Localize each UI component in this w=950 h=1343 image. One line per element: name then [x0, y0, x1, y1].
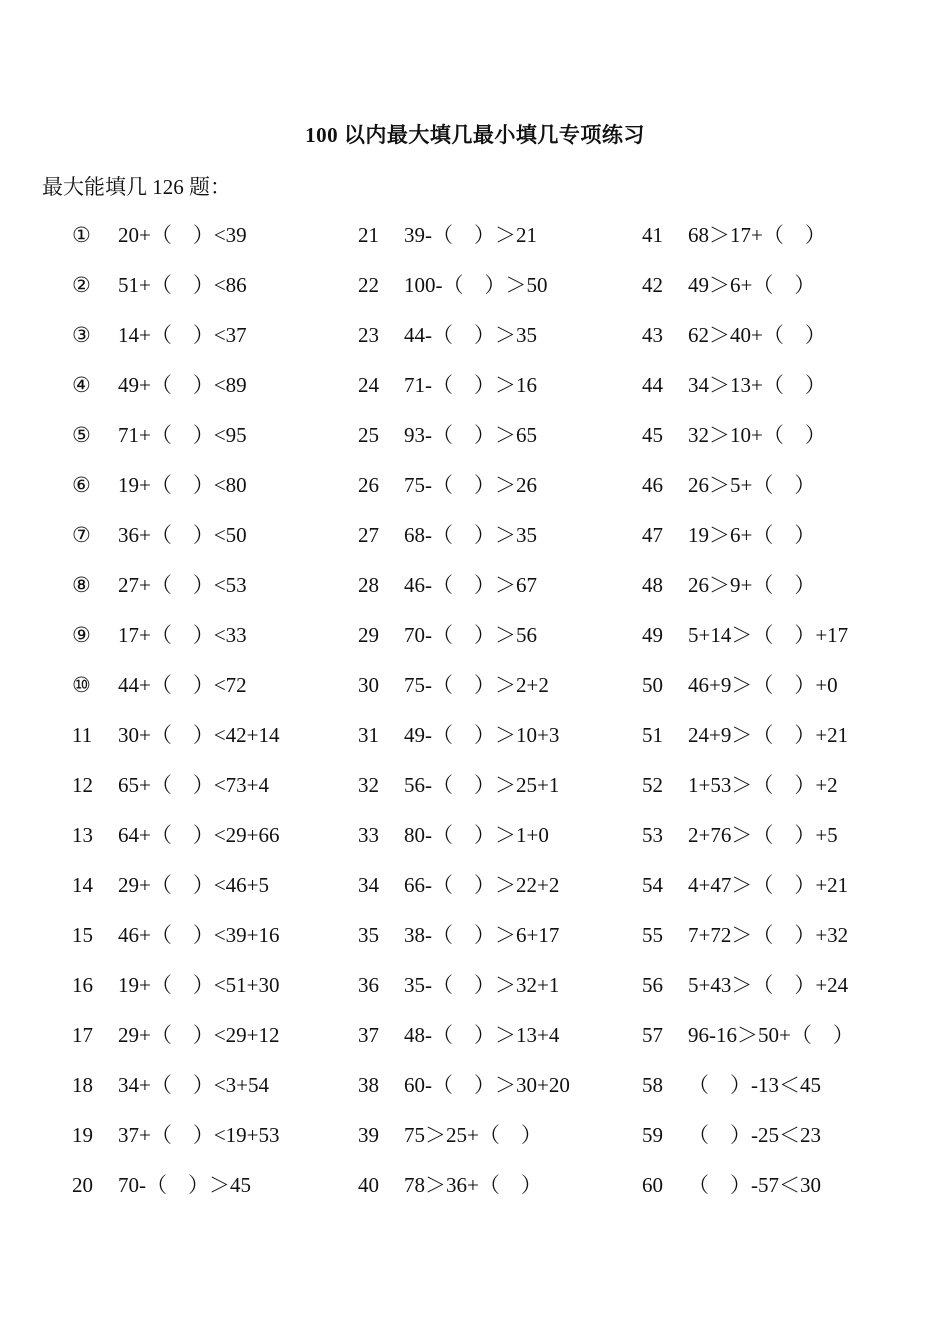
problem-expression: 7+72＞（ ）+32 — [688, 923, 849, 947]
problem-expression: 56-（ ）＞25+1 — [404, 773, 560, 797]
problem-item — [72, 670, 280, 720]
problem-item — [642, 520, 854, 570]
problem-expression: 93-（ ）＞65 — [404, 423, 537, 447]
problem-item — [72, 370, 280, 420]
problem-expression: 70-（ ）＞45 — [118, 1173, 251, 1197]
problem-expression: 37+（ ）<19+53 — [118, 1123, 280, 1147]
problem-item — [72, 470, 280, 520]
problem-expression: 46+9＞（ ）+0 — [688, 673, 838, 697]
problem-item — [642, 1020, 854, 1070]
problem-number: 24 — [358, 373, 379, 397]
problem-number: ⑥ — [72, 473, 91, 497]
problem-number: 41 — [642, 223, 663, 247]
page-title: 100 以内最大填几最小填几专项练习 — [305, 123, 645, 147]
problem-expression: 62＞40+（ ） — [688, 323, 826, 347]
problem-item — [72, 420, 280, 470]
problem-expression: 26＞5+（ ） — [688, 473, 816, 497]
problem-item — [358, 720, 570, 770]
problem-expression: 38-（ ）＞6+17 — [404, 923, 560, 947]
problem-number: 19 — [72, 1123, 93, 1147]
problem-number: 23 — [358, 323, 379, 347]
problem-number: 18 — [72, 1073, 93, 1097]
problem-expression: 68＞17+（ ） — [688, 223, 826, 247]
problem-number: ③ — [72, 323, 91, 347]
problem-number: 17 — [72, 1023, 93, 1047]
problem-item — [642, 470, 854, 520]
problem-expression: 29+（ ）<46+5 — [118, 873, 270, 897]
problem-expression: 66-（ ）＞22+2 — [404, 873, 560, 897]
problem-expression: 60-（ ）＞30+20 — [404, 1073, 570, 1097]
problem-item — [72, 720, 280, 770]
problem-number: ⑨ — [72, 623, 91, 647]
problem-expression: 34＞13+（ ） — [688, 373, 826, 397]
problem-number: 53 — [642, 823, 663, 847]
problem-number: 59 — [642, 1123, 663, 1147]
problem-expression: 35-（ ）＞32+1 — [404, 973, 560, 997]
problem-number: 11 — [72, 723, 93, 747]
problem-item — [358, 270, 570, 320]
problem-item — [642, 720, 854, 770]
problem-item — [358, 970, 570, 1020]
problem-number: 35 — [358, 923, 379, 947]
problem-expression: 64+（ ）<29+66 — [118, 823, 280, 847]
problem-expression: 1+53＞（ ）+2 — [688, 773, 838, 797]
problem-number: ② — [72, 273, 91, 297]
problem-item — [358, 370, 570, 420]
problem-item — [642, 1170, 854, 1220]
problem-item — [358, 320, 570, 370]
problem-expression: 26＞9+（ ） — [688, 573, 816, 597]
problem-item — [642, 770, 854, 820]
problem-item — [642, 270, 854, 320]
problem-item — [642, 570, 854, 620]
problem-expression: 80-（ ）＞1+0 — [404, 823, 549, 847]
problem-item — [358, 770, 570, 820]
problem-number: ⑤ — [72, 423, 91, 447]
problem-expression: （ ）-13＜45 — [688, 1073, 821, 1097]
problem-item — [642, 420, 854, 470]
problem-item — [642, 320, 854, 370]
problem-item — [358, 870, 570, 920]
problem-number: 46 — [642, 473, 663, 497]
problem-number: 28 — [358, 573, 379, 597]
problem-expression: 32＞10+（ ） — [688, 423, 826, 447]
problem-expression: 49+（ ）<89 — [118, 373, 247, 397]
problem-item — [72, 1020, 280, 1070]
problem-expression: 17+（ ）<33 — [118, 623, 247, 647]
section-heading: 最大能填几 126 题： — [42, 175, 231, 199]
problem-expression: 96-16＞50+（ ） — [688, 1023, 854, 1047]
problem-expression: 19＞6+（ ） — [688, 523, 816, 547]
problem-item — [358, 1070, 570, 1120]
problem-number: 20 — [72, 1173, 93, 1197]
problem-item — [72, 570, 280, 620]
problem-expression: 5+43＞（ ）+24 — [688, 973, 849, 997]
problem-number: 56 — [642, 973, 663, 997]
problem-expression: 71-（ ）＞16 — [404, 373, 537, 397]
problem-expression: 30+（ ）<42+14 — [118, 723, 280, 747]
problem-number: 38 — [358, 1073, 379, 1097]
problem-number: 50 — [642, 673, 663, 697]
problem-expression: （ ）-25＜23 — [688, 1123, 821, 1147]
problem-item — [72, 320, 280, 370]
problem-number: 58 — [642, 1073, 663, 1097]
problem-item — [72, 220, 280, 270]
problem-number: 34 — [358, 873, 379, 897]
problem-item — [72, 820, 280, 870]
problem-item — [358, 220, 570, 270]
problem-expression: 24+9＞（ ）+21 — [688, 723, 849, 747]
problem-item — [642, 820, 854, 870]
problem-expression: 75-（ ）＞2+2 — [404, 673, 549, 697]
problem-item — [72, 770, 280, 820]
problem-number: 14 — [72, 873, 93, 897]
problem-item — [642, 1120, 854, 1170]
problem-expression: 49＞6+（ ） — [688, 273, 816, 297]
problem-item — [642, 870, 854, 920]
problem-number: 29 — [358, 623, 379, 647]
problem-item — [358, 470, 570, 520]
problem-number: 26 — [358, 473, 379, 497]
problem-number: 60 — [642, 1173, 663, 1197]
problem-number: 12 — [72, 773, 93, 797]
problem-item — [72, 270, 280, 320]
problem-expression: 29+（ ）<29+12 — [118, 1023, 280, 1047]
problem-item — [72, 520, 280, 570]
problem-number: 33 — [358, 823, 379, 847]
problem-expression: 36+（ ）<50 — [118, 523, 247, 547]
problem-number: 30 — [358, 673, 379, 697]
problem-number: ① — [72, 223, 91, 247]
problem-number: 27 — [358, 523, 379, 547]
problem-item — [642, 970, 854, 1020]
problem-number: 52 — [642, 773, 663, 797]
problem-expression: 20+（ ）<39 — [118, 223, 247, 247]
problem-number: 31 — [358, 723, 379, 747]
problem-item — [358, 520, 570, 570]
problem-item — [72, 870, 280, 920]
problem-item — [642, 920, 854, 970]
problem-number: 45 — [642, 423, 663, 447]
problem-column-3 — [642, 220, 854, 1220]
problem-number: 40 — [358, 1173, 379, 1197]
problem-expression: 65+（ ）<73+4 — [118, 773, 270, 797]
problem-item — [72, 1120, 280, 1170]
problem-expression: 70-（ ）＞56 — [404, 623, 537, 647]
problem-item — [72, 920, 280, 970]
problem-item — [642, 220, 854, 270]
problem-number: 54 — [642, 873, 663, 897]
problem-number: 13 — [72, 823, 93, 847]
problem-expression: 27+（ ）<53 — [118, 573, 247, 597]
problem-expression: 14+（ ）<37 — [118, 323, 247, 347]
problem-number: 21 — [358, 223, 379, 247]
problem-item — [358, 920, 570, 970]
problem-expression: 71+（ ）<95 — [118, 423, 247, 447]
problem-expression: 51+（ ）<86 — [118, 273, 247, 297]
problem-expression: 48-（ ）＞13+4 — [404, 1023, 560, 1047]
problem-item — [72, 1170, 280, 1220]
problem-number: ⑧ — [72, 573, 91, 597]
problem-expression: 34+（ ）<3+54 — [118, 1073, 270, 1097]
problem-item — [358, 1120, 570, 1170]
problem-number: 57 — [642, 1023, 663, 1047]
problem-number: 25 — [358, 423, 379, 447]
problem-expression: 4+47＞（ ）+21 — [688, 873, 849, 897]
problem-number: 37 — [358, 1023, 379, 1047]
problem-expression: 49-（ ）＞10+3 — [404, 723, 560, 747]
problem-number: 22 — [358, 273, 379, 297]
problem-number: ⑦ — [72, 523, 91, 547]
problem-item — [358, 570, 570, 620]
problem-item — [358, 1020, 570, 1070]
problem-number: 15 — [72, 923, 93, 947]
problem-number: 47 — [642, 523, 663, 547]
problem-number: 32 — [358, 773, 379, 797]
problem-expression: 39-（ ）＞21 — [404, 223, 537, 247]
problem-item — [642, 620, 854, 670]
problem-number: 55 — [642, 923, 663, 947]
problem-item — [642, 670, 854, 720]
problem-number: 44 — [642, 373, 663, 397]
problem-number: 43 — [642, 323, 663, 347]
problem-item — [358, 1170, 570, 1220]
problem-expression: 19+（ ）<51+30 — [118, 973, 280, 997]
problem-item — [358, 620, 570, 670]
problem-expression: 2+76＞（ ）+5 — [688, 823, 838, 847]
problem-item — [642, 1070, 854, 1120]
problem-expression: 46-（ ）＞67 — [404, 573, 537, 597]
problem-number: ④ — [72, 373, 91, 397]
problem-expression: 44-（ ）＞35 — [404, 323, 537, 347]
problem-column-2 — [358, 220, 570, 1220]
problem-expression: 100-（ ）＞50 — [404, 273, 548, 297]
problem-number: ⑩ — [72, 673, 91, 697]
problem-expression: 78＞36+（ ） — [404, 1173, 542, 1197]
problem-number: 48 — [642, 573, 663, 597]
problem-item — [72, 620, 280, 670]
problem-expression: 46+（ ）<39+16 — [118, 923, 280, 947]
problem-number: 51 — [642, 723, 663, 747]
problem-item — [358, 670, 570, 720]
problem-item — [72, 1070, 280, 1120]
problem-number: 39 — [358, 1123, 379, 1147]
problem-expression: 75＞25+（ ） — [404, 1123, 542, 1147]
problem-expression: 75-（ ）＞26 — [404, 473, 537, 497]
problem-expression: （ ）-57＜30 — [688, 1173, 821, 1197]
problem-expression: 5+14＞（ ）+17 — [688, 623, 849, 647]
problem-expression: 68-（ ）＞35 — [404, 523, 537, 547]
problem-item — [642, 370, 854, 420]
problem-item — [358, 820, 570, 870]
problem-column-1 — [72, 220, 280, 1220]
problem-number: 42 — [642, 273, 663, 297]
problem-item — [358, 420, 570, 470]
problem-number: 49 — [642, 623, 663, 647]
problem-expression: 44+（ ）<72 — [118, 673, 247, 697]
problem-expression: 19+（ ）<80 — [118, 473, 247, 497]
problem-number: 16 — [72, 973, 93, 997]
problem-number: 36 — [358, 973, 379, 997]
problem-item — [72, 970, 280, 1020]
